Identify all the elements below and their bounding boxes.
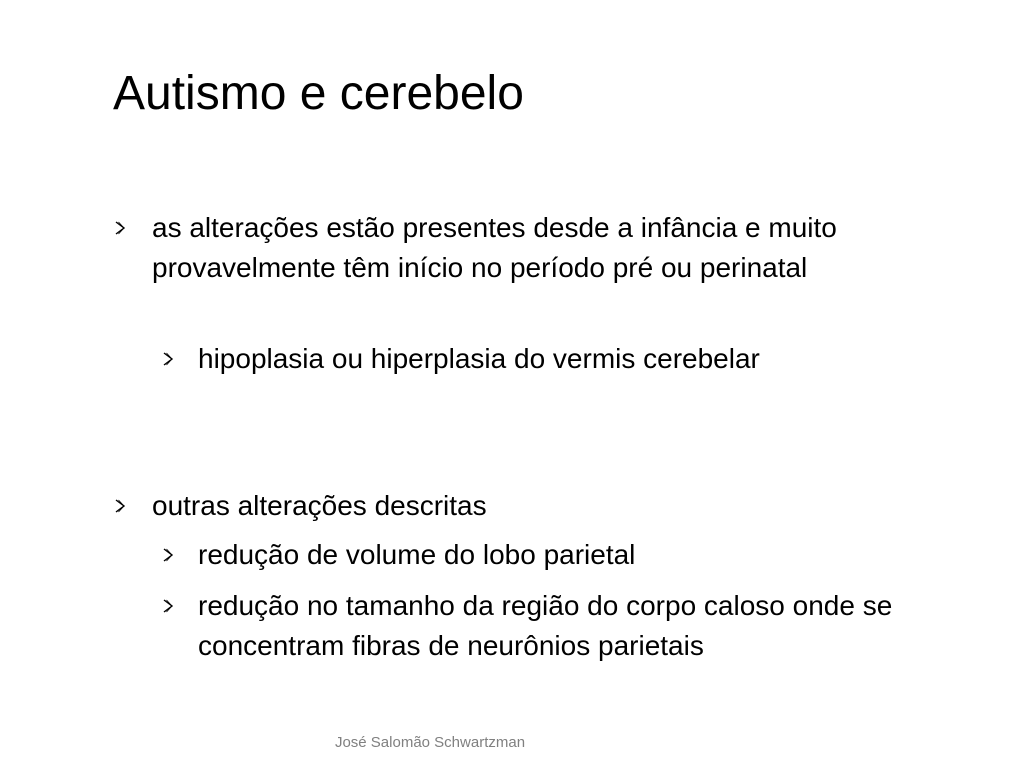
- arrow-bullet-icon: [163, 352, 173, 366]
- bullet-text: outras alterações descritas: [152, 490, 487, 521]
- slide-title: Autismo e cerebelo: [113, 67, 524, 120]
- bullet-item: [115, 208, 915, 288]
- sub-bullet-text: redução de volume do lobo parietal: [198, 539, 636, 570]
- sub-bullet-item: [163, 535, 963, 575]
- arrow-bullet-icon: [115, 499, 125, 513]
- arrow-bullet-icon: [115, 221, 125, 235]
- arrow-bullet-icon: [163, 599, 173, 613]
- sub-bullet-item: [163, 339, 963, 379]
- bullet-item: [115, 486, 915, 526]
- bullet-text: as alterações estão presentes desde a infância e muito provavelmente têm início no período pré ou perinatal: [152, 212, 837, 283]
- sub-bullet-text: redução no tamanho da região do corpo caloso onde se concentram fibras de neurônios parietais: [198, 590, 893, 661]
- slide-footer: José Salomão Schwartzman: [334, 734, 526, 751]
- sub-bullet-item: [163, 586, 963, 666]
- arrow-bullet-icon: [163, 548, 173, 562]
- sub-bullet-text: hipoplasia ou hiperplasia do vermis cerebelar: [198, 343, 760, 374]
